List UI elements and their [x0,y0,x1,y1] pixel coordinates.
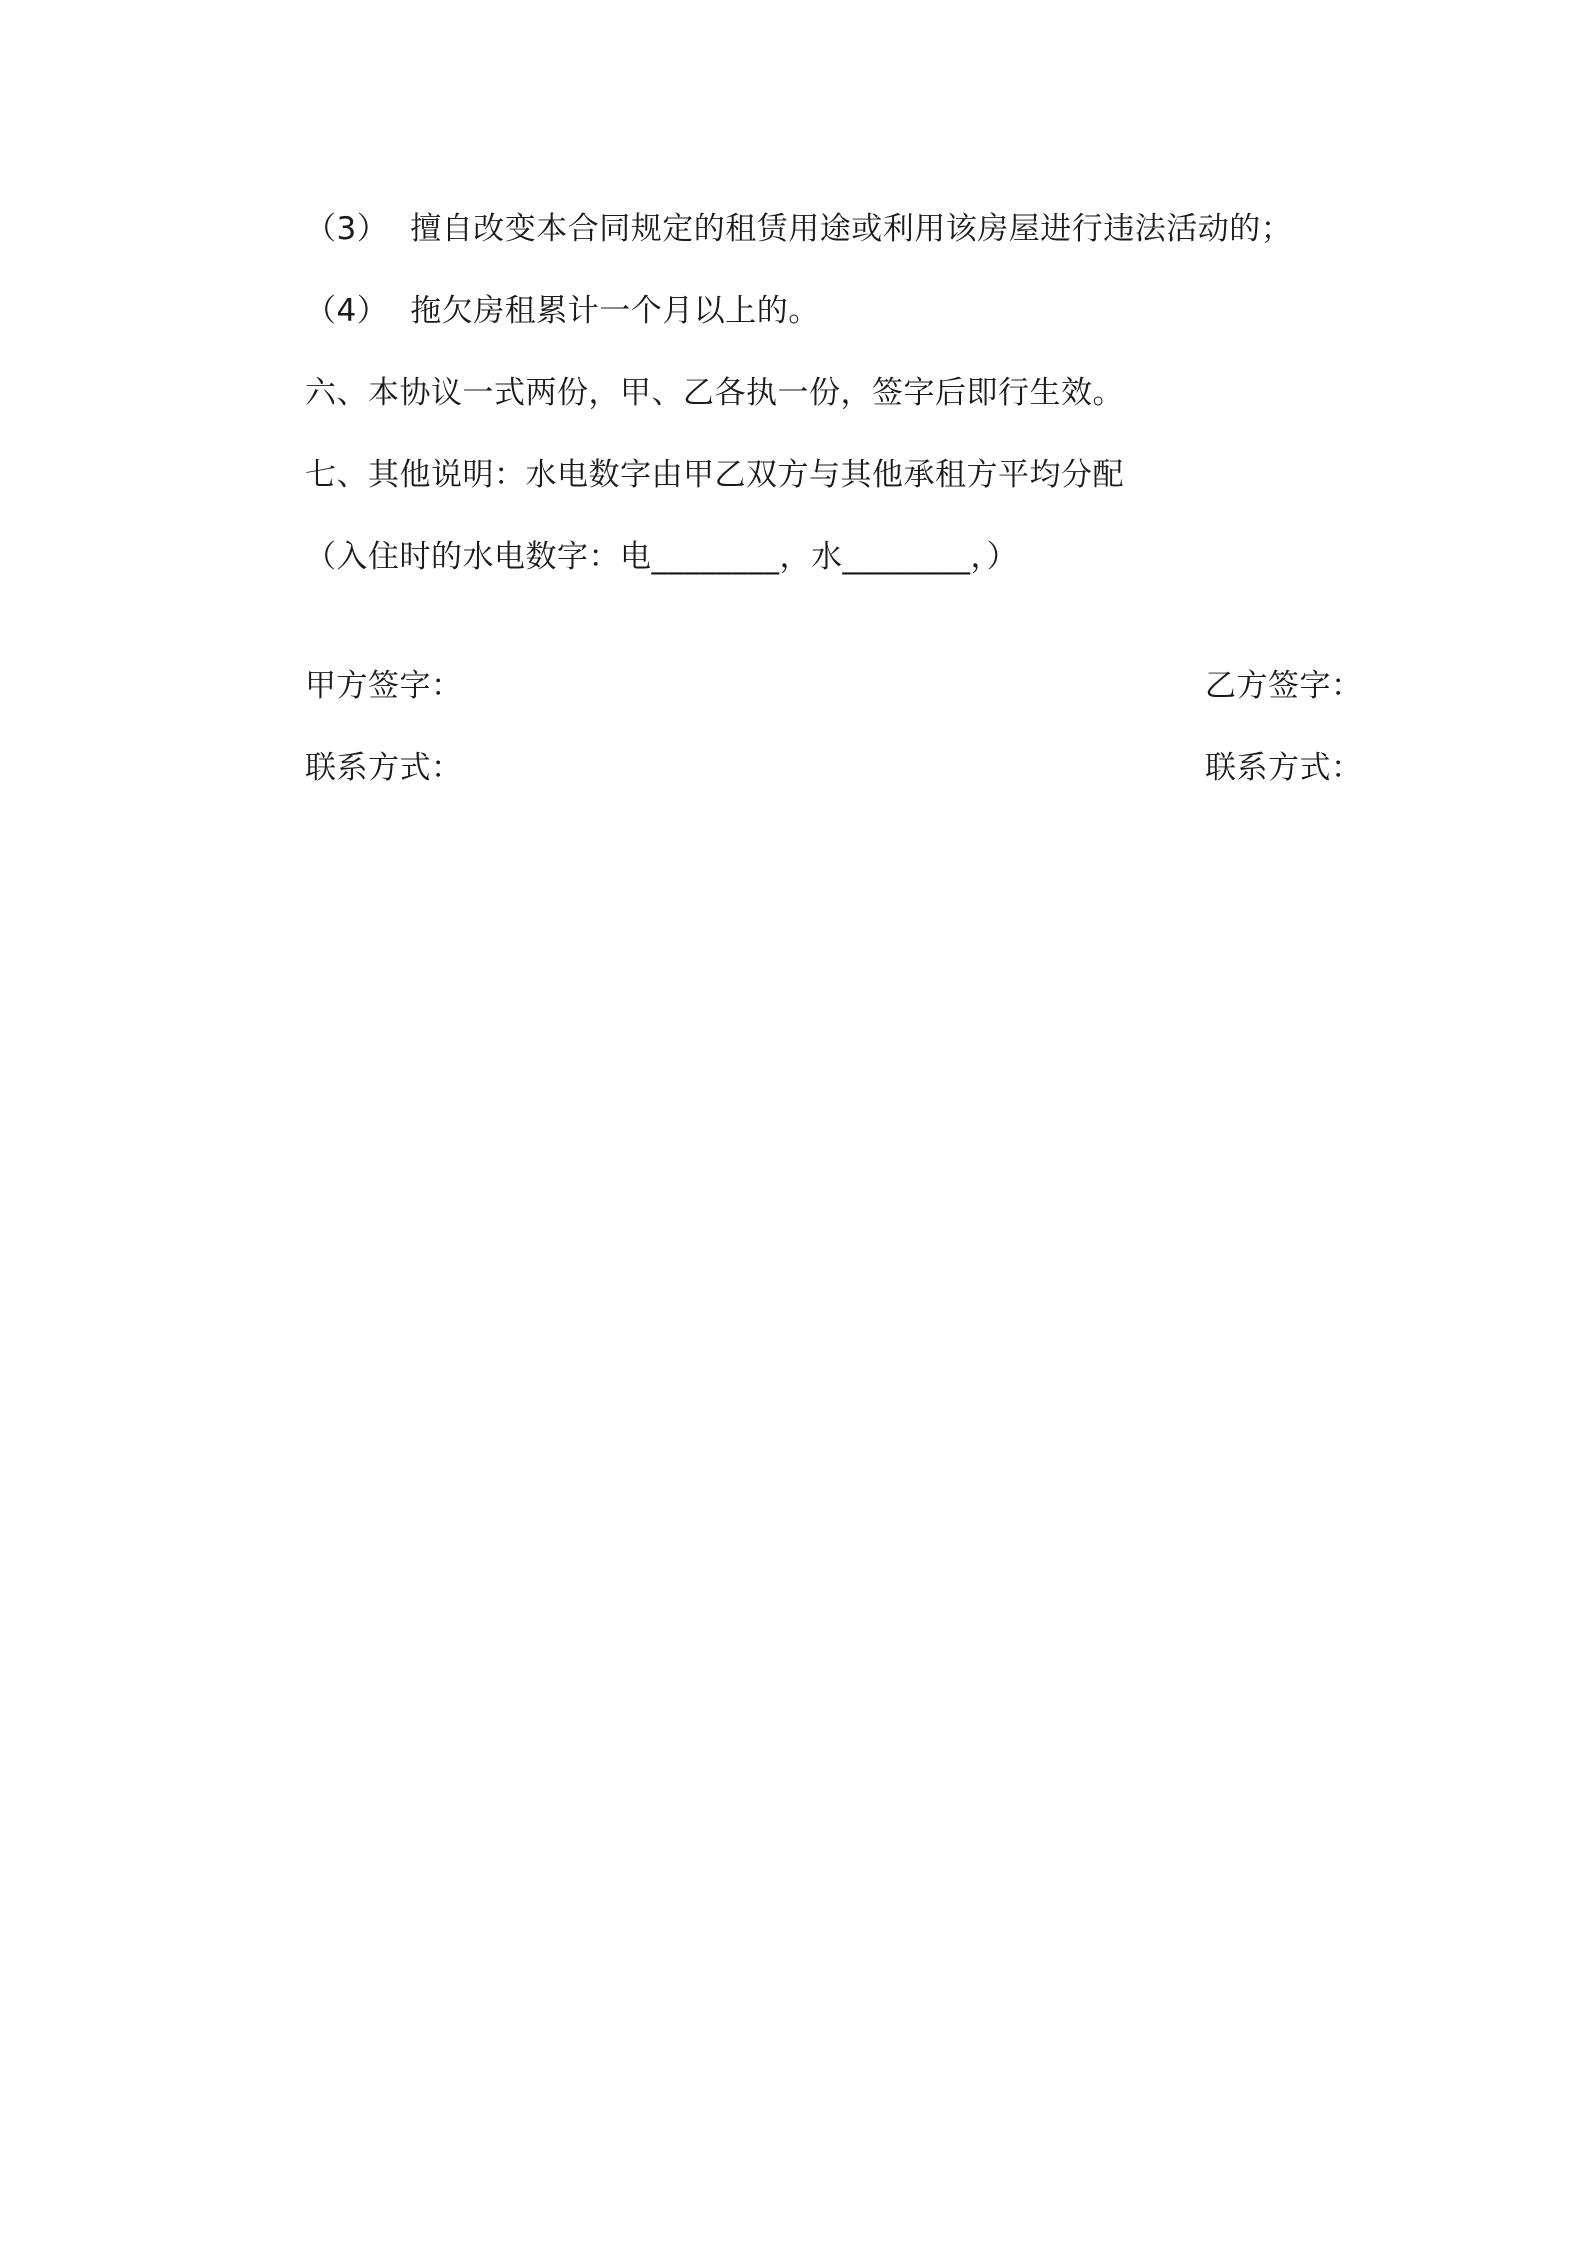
clause-seven: 七、其他说明：水电数字由甲乙双方与其他承租方平均分配 [305,457,1124,493]
meter-reading-note: （入住时的水电数字：电________，水________，） [305,539,1018,575]
clause-six: 六、本协议一式两份，甲、乙各执一份，签字后即行生效。 [305,375,1124,411]
clause-item-4-number: （4） [305,293,389,329]
clause-item-3-number: （3） [305,211,389,247]
clause-item-4-text: 拖欠房租累计一个月以上的。 [410,293,820,329]
clause-item-4 [305,289,820,333]
party-a-signature-label: 甲方签字： [305,668,463,704]
clause-item-3 [305,207,1292,251]
party-b-contact-label: 联系方式： [1205,750,1363,786]
clause-item-3-text: 擅自改变本合同规定的租赁用途或利用该房屋进行违法活动的； [410,211,1293,247]
party-a-contact-label: 联系方式： [305,750,463,786]
party-b-signature-label: 乙方签字： [1205,668,1363,704]
